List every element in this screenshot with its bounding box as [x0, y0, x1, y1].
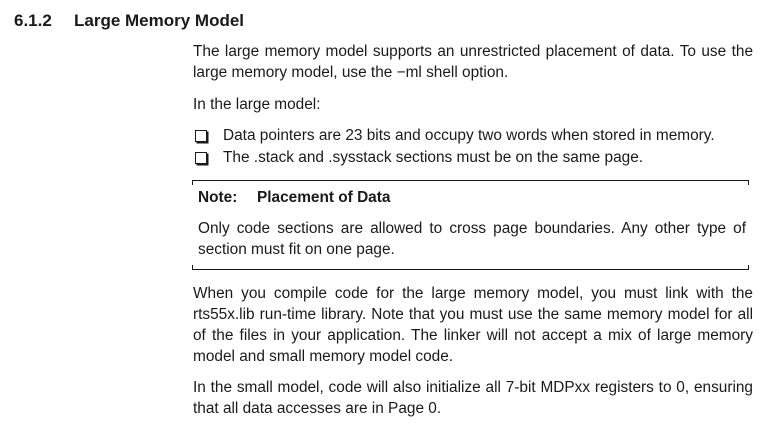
small-model-paragraph: In the small model, code will also initialize all 7-bit MDPxx registers to 0, ensuring that all data accesses are in Page 0.: [193, 379, 753, 417]
note-body: Only code sections are allowed to cross page boundaries. Any other type of section must fit on one page.: [198, 220, 746, 258]
note-bottom-rule: [192, 269, 749, 270]
bullet-text: The .stack and .sysstack sections must be on the same page.: [223, 149, 644, 166]
bullet-text: Data pointers are 23 bits and occupy two words when stored in memory.: [223, 127, 715, 144]
note-heading: Placement of Data: [257, 189, 391, 206]
note-corner-tick: [192, 180, 193, 185]
section-number: 6.1.2: [14, 11, 52, 30]
note-corner-tick: [748, 180, 749, 185]
checkbox-square-icon: [195, 152, 207, 164]
list-item: [193, 147, 763, 169]
bullet-list: [193, 125, 763, 169]
note-label: Note:: [198, 189, 238, 206]
list-item: [193, 125, 763, 147]
compile-paragraph: When you compile code for the large memory model, you must link with the rts55x.lib run-time library. Note that you must use the same memory model for all of the files in your application. The linker will not accept a mix of large memory model and small memory model code.: [193, 285, 753, 365]
note-title: [198, 189, 390, 207]
checkbox-square-icon: [195, 130, 207, 142]
large-model-lead-in: In the large model:: [193, 96, 321, 113]
note-top-rule: [192, 180, 749, 181]
section-title: Large Memory Model: [74, 11, 245, 30]
note-box: [192, 180, 749, 270]
section-heading: [14, 11, 244, 31]
intro-paragraph: The large memory model supports an unrestricted placement of data. To use the large memory model, use the −ml shell option.: [193, 43, 753, 81]
